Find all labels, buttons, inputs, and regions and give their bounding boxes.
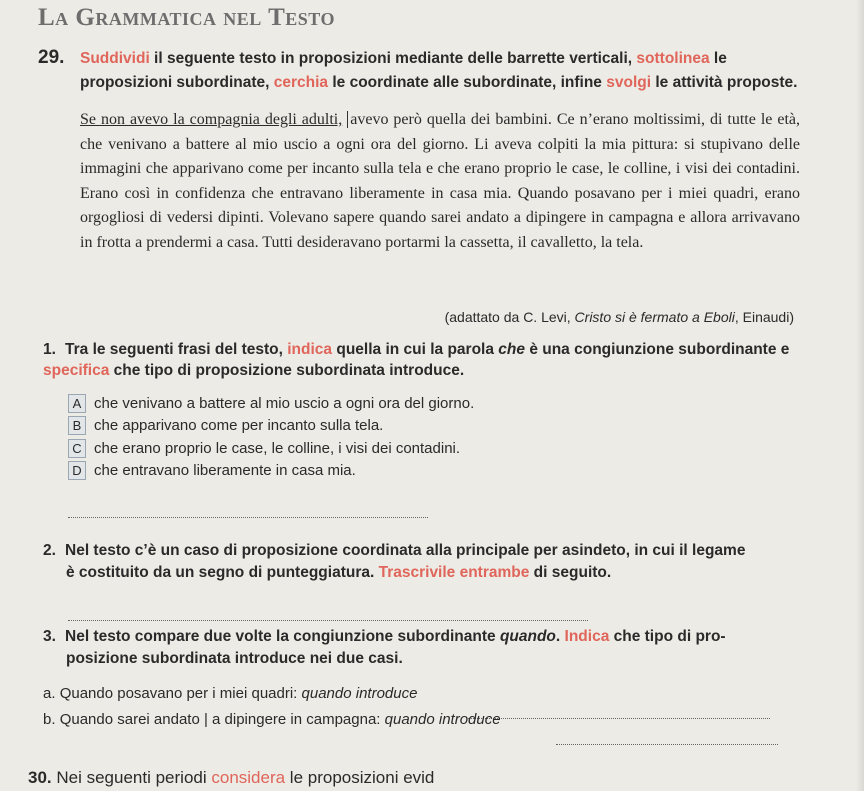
option-c-text: che erano proprio le case, le colline, i visi dei contadini. <box>94 439 461 457</box>
q2-trascrivile: Trascrivile entrambe <box>378 564 530 581</box>
q3-b-text: Quando sarei andato | a dipingere in campagna: <box>59 711 385 728</box>
ex30-considera: considera <box>211 768 286 787</box>
option-d-text: che entravano liberamente in casa mia. <box>94 462 356 480</box>
instr-text-2: le proposizioni subordinate, <box>80 50 727 91</box>
option-a[interactable] <box>68 392 768 415</box>
question-2-number: 2. <box>43 542 56 559</box>
source-prefix: (adattato da C. Levi, <box>444 309 575 325</box>
question-1-options <box>68 392 768 482</box>
q3-line2: posizione subordinata introduce nei due casi. <box>66 650 403 667</box>
passage-underlined-clause: Se non avevo la compagnia degli adulti, <box>80 111 343 128</box>
instr-sottolinea: sottolinea <box>636 50 710 67</box>
question-3 <box>43 626 823 670</box>
option-a-text: che venivano a battere al mio uscio a ogni ora del giorno. <box>94 394 475 412</box>
option-d[interactable] <box>68 460 768 483</box>
q3-a-answer-line[interactable] <box>468 718 770 719</box>
exercise-30-number: 30. <box>28 768 52 787</box>
option-b-text: che apparivano come per incanto sulla tela. <box>94 417 384 435</box>
text-passage <box>80 108 800 255</box>
option-b-letter[interactable]: B <box>68 416 86 435</box>
q1-part-6: che tipo di proposizione subordinata introduce. <box>109 362 465 379</box>
q2-answer-line[interactable] <box>68 620 588 621</box>
q1-part-0: Tra le seguenti frasi del testo, <box>65 341 288 358</box>
q3-subitem-a <box>43 685 417 702</box>
q1-part-4: è una congiunzione subordinante e <box>525 341 790 358</box>
exercise-30 <box>28 768 434 788</box>
q3-line1-mid: . <box>555 628 565 645</box>
q3-a-text: Quando posavano per i miei quadri: <box>59 685 302 702</box>
section-title: La Grammatica nel Testo <box>38 4 335 31</box>
source-title: Cristo si è fermato a Eboli <box>574 309 735 325</box>
q2-line1: Nel testo c’è un caso di proposizione coordinata alla principale per asindeto, in cui il legame <box>65 542 746 559</box>
option-b[interactable] <box>68 415 768 438</box>
instr-text-4: le attività proposte. <box>651 74 798 91</box>
question-3-number: 3. <box>43 628 56 645</box>
q3-b-answer-line[interactable] <box>556 744 778 745</box>
q1-specifica: specifica <box>43 362 110 379</box>
option-a-letter[interactable]: A <box>68 394 86 413</box>
q3-b-quando: quando introduce <box>384 711 501 728</box>
q3-quando: quando <box>499 628 556 645</box>
q3-a-label: a. <box>43 685 56 702</box>
passage-rest: Ce n’erano moltissimi, di tutte le età, che venivano a battere al mio uscio a ogni ora del giorno. Li aveva colpiti la mia pittura: si stupivano delle immagini che apparivano come per incanto sulla tela e che erano proprio le case, le colline, i visi dei contadini. Erano così in confidenza che entravano liberamente in casa mia. Quando posavano per i miei quadri, erano orgogliosi di vedersi dipinti. Volevano sapere quando sarei andato a dipingere in campagna e allora arrivavano in frotta a prendermi a casa. Tutti desideravano portarmi la cassetta, il cavalletto, la tela. <box>80 111 801 251</box>
q1-che: che <box>498 341 526 358</box>
q3-line1-end: che tipo di pro- <box>609 628 726 645</box>
source-suffix: , Einaudi) <box>734 309 794 325</box>
q1-indica: indica <box>287 341 333 358</box>
instr-text-1: il seguente testo in proposizioni mediante delle barrette verticali, <box>149 50 637 67</box>
instr-text-3: le coordinate alle subordinate, infine <box>328 74 607 91</box>
ex30-start: Nei seguenti periodi <box>56 768 212 787</box>
question-2 <box>43 540 823 584</box>
question-1-number: 1. <box>43 341 56 358</box>
instr-suddividi: Suddividi <box>80 50 150 67</box>
option-c-letter[interactable]: C <box>68 439 86 458</box>
instr-svolgi: svolgi <box>606 74 652 91</box>
instr-cerchia: cerchia <box>273 74 329 91</box>
passage-after-bar: avevo però quella dei bambini. <box>347 111 552 128</box>
exercise-29-number: 29. <box>38 47 65 68</box>
q3-line1-start: Nel testo compare due volte la congiunzione subordinante <box>65 628 500 645</box>
question-1 <box>43 339 803 381</box>
option-d-letter[interactable]: D <box>68 461 86 480</box>
q1-answer-line[interactable] <box>68 517 428 518</box>
q3-indica: Indica <box>564 628 610 645</box>
source-citation <box>445 309 794 325</box>
q2-line2-start: è costituito da un segno di punteggiatura. <box>66 564 379 581</box>
q2-line2-end: di seguito. <box>529 564 612 581</box>
option-c[interactable] <box>68 437 768 460</box>
q2-line2 <box>43 562 823 584</box>
q3-subitem-b <box>43 711 501 728</box>
ex30-end: le proposizioni evid <box>285 768 435 787</box>
page-edge-shadow <box>856 0 864 791</box>
q3-b-label: b. <box>43 711 56 728</box>
q1-part-2: quella in cui la parola <box>332 341 499 358</box>
exercise-29-instruction <box>80 47 800 95</box>
q3-a-quando: quando introduce <box>301 685 418 702</box>
